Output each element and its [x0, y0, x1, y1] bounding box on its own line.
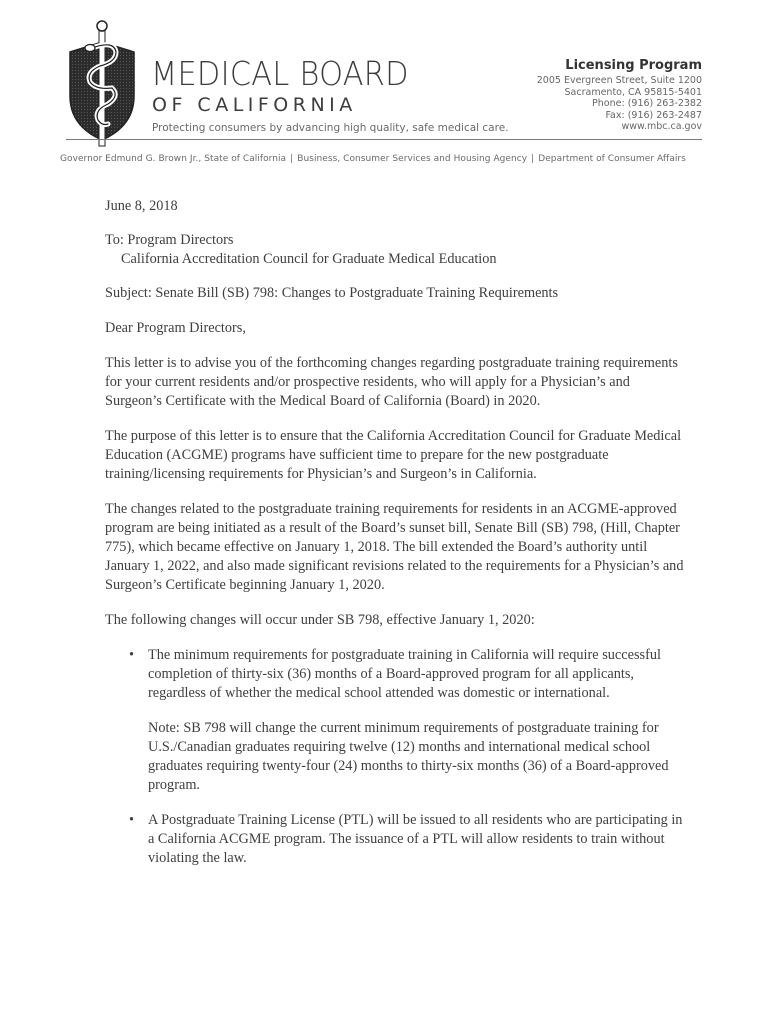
- agency-text: Business, Consumer Services and Housing Agency: [297, 154, 528, 164]
- board-tagline: Protecting consumers by advancing high quality, safe medical care.: [152, 122, 509, 134]
- phone-number: Phone: (916) 263-2382: [592, 98, 702, 110]
- list-item: [105, 646, 685, 795]
- medical-board-seal-icon: [62, 18, 142, 148]
- recipient-block: [105, 231, 685, 269]
- governor-text: Governor Edmund G. Brown Jr., State of California: [60, 154, 287, 164]
- bullet-1-text: The minimum requirements for postgraduate training in California will require successful completion of thirty-six (36) months of a Board-approved program for all applicants, regardless of whether the medical school attended was domestic or international.: [148, 647, 661, 701]
- department-text: Department of Consumer Affairs: [538, 154, 686, 164]
- paragraph-1: This letter is to advise you of the forthcoming changes regarding postgraduate training requirements for your current residents and/or prospective residents, who will apply for a Physician’s and Surgeon’s Certificate with the Medical Board of California (Board) in 2020.: [105, 355, 678, 409]
- recipient-line-1: To: Program Directors: [105, 232, 234, 248]
- bullet-marker: •: [129, 647, 135, 663]
- fax-number: Fax: (916) 263-2487: [605, 109, 702, 121]
- paragraph-2: The purpose of this letter is to ensure that the California Accreditation Council for Graduate Medical Education (ACGME) programs have sufficient time to prepare for the new postgraduate training/licensing requirements for Physician’s and Surgeon’s in California.: [105, 428, 682, 482]
- program-name: Licensing Program: [565, 58, 702, 73]
- bullet-2-text: A Postgraduate Training License (PTL) will be issued to all residents who are participating in a California ACGME program. The issuance of a PTL will allow residents to train without violating the law.: [148, 812, 683, 866]
- address-line-2: Sacramento, CA 95815-5401: [564, 86, 702, 98]
- website-link[interactable]: www.mbc.ca.gov: [621, 121, 702, 133]
- address-line-1: 2005 Evergreen Street, Suite 1200: [536, 75, 702, 86]
- bullet-marker: •: [129, 812, 135, 828]
- board-subtitle: OF CALIFORNIA: [152, 94, 357, 116]
- list-item: [105, 811, 685, 868]
- separator: |: [290, 154, 294, 164]
- paragraph-4: The following changes will occur under SB 798, effective January 1, 2020:: [105, 612, 535, 628]
- subject-line: Subject: Senate Bill (SB) 798: Changes to Postgraduate Training Requirements: [105, 285, 559, 301]
- salutation: Dear Program Directors,: [105, 320, 246, 336]
- agency-line: [60, 154, 720, 164]
- board-name: MEDICAL BOARD: [151, 54, 409, 93]
- header-divider: [66, 139, 702, 140]
- changes-list: [105, 646, 685, 868]
- letter-body: [105, 197, 685, 884]
- paragraph-3: The changes related to the postgraduate training requirements for residents in an ACGME-approved program are being initiated as a result of the Board’s sunset bill, Senate Bill (SB) 798, (Hill, Chapter 775), which became effective on January 1, 2018. The bill extended the Board’s authority until January 1, 2022, and also made significant revisions related to the requirements for a Physician’s and Surgeon’s Certificate beginning January 1, 2020.: [105, 501, 684, 593]
- separator: |: [531, 154, 535, 164]
- bullet-1-note: Note: SB 798 will change the current minimum requirements of postgraduate training for U.S./Canadian graduates requiring twelve (12) months and international medical school graduates requiring twenty-four (24) months to thirty-six months (36) of a Board-approved program.: [148, 720, 669, 793]
- contact-block: [482, 58, 702, 133]
- letter-date: June 8, 2018: [105, 198, 178, 214]
- recipient-line-2: California Accreditation Council for Graduate Medical Education: [121, 251, 497, 267]
